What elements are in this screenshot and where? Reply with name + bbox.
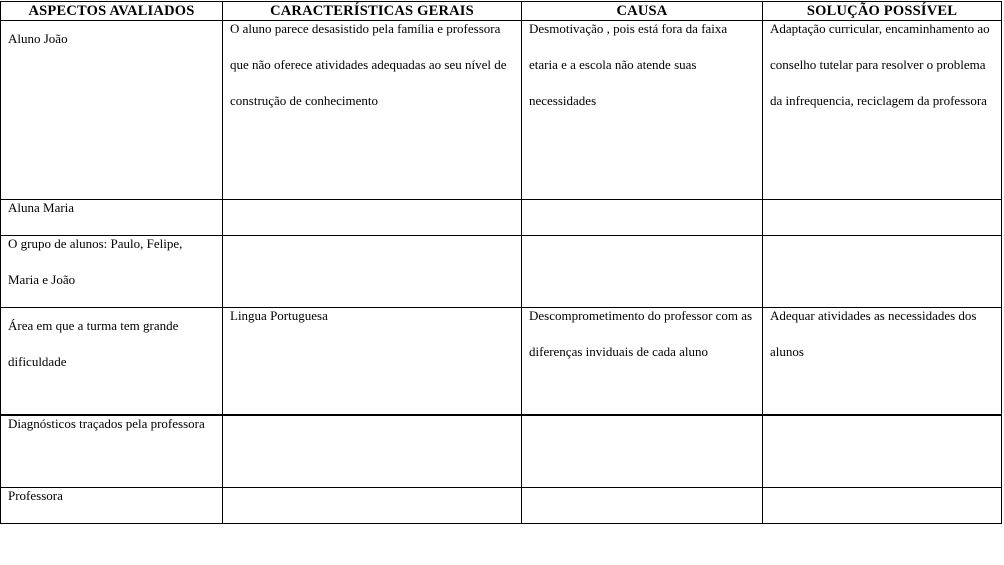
solucao-text: Adaptação curricular, encaminhamento ao conselho tutelar para resolver o problema da infrequencia, reciclagem da professora <box>770 21 990 108</box>
caracteristicas-cell <box>223 488 522 524</box>
header-aspectos: ASPECTOS AVALIADOS <box>1 2 223 21</box>
caracteristicas-text: O aluno parece desasistido pela família e professora que não oferece atividades adequadas ao seu nível de construção de conhecimento <box>230 21 507 108</box>
solucao-cell <box>763 21 1002 200</box>
header-caracteristicas: CARACTERÍSTICAS GERAIS <box>223 2 522 21</box>
solucao-cell <box>763 200 1002 236</box>
aspect-text: Aluno João <box>8 31 68 46</box>
solucao-cell <box>763 488 1002 524</box>
aspect-text: Aluna Maria <box>8 200 75 215</box>
table-row <box>1 236 1002 308</box>
caracteristicas-cell <box>223 415 522 488</box>
caracteristicas-cell <box>223 200 522 236</box>
table-row <box>1 488 1002 524</box>
causa-text: Descomprometimento do professor com as diferenças inviduais de cada aluno <box>529 308 753 359</box>
table-row <box>1 415 1002 488</box>
aspect-cell <box>1 21 223 200</box>
aspect-text: Diagnósticos traçados pela professora <box>8 416 205 431</box>
solucao-cell <box>763 308 1002 416</box>
evaluation-table <box>0 1 1002 524</box>
solucao-text: Adequar atividades as necessidades dos alunos <box>770 308 977 359</box>
aspect-text: O grupo de alunos: Paulo, Felipe, Maria e João <box>8 236 183 287</box>
caracteristicas-cell <box>223 236 522 308</box>
solucao-cell <box>763 415 1002 488</box>
caracteristicas-cell <box>223 308 522 416</box>
aspect-cell <box>1 236 223 308</box>
solucao-cell <box>763 236 1002 308</box>
table-row <box>1 308 1002 416</box>
aspect-cell <box>1 415 223 488</box>
causa-cell <box>522 415 763 488</box>
causa-text: Desmotivação , pois está fora da faixa etaria e a escola não atende suas necessidades <box>529 21 728 108</box>
table-row <box>1 200 1002 236</box>
causa-cell <box>522 236 763 308</box>
header-causa: CAUSA <box>522 2 763 21</box>
table-row <box>1 21 1002 200</box>
header-row <box>1 2 1002 21</box>
causa-cell <box>522 21 763 200</box>
aspect-cell <box>1 200 223 236</box>
causa-cell <box>522 308 763 416</box>
aspect-text: Professora <box>8 488 63 503</box>
aspect-cell <box>1 488 223 524</box>
aspect-cell <box>1 308 223 416</box>
causa-cell <box>522 488 763 524</box>
aspect-text: Área em que a turma tem grande dificuldade <box>8 318 179 369</box>
caracteristicas-text: Lingua Portuguesa <box>230 308 328 323</box>
header-solucao: SOLUÇÃO POSSÍVEL <box>763 2 1002 21</box>
causa-cell <box>522 200 763 236</box>
caracteristicas-cell <box>223 21 522 200</box>
